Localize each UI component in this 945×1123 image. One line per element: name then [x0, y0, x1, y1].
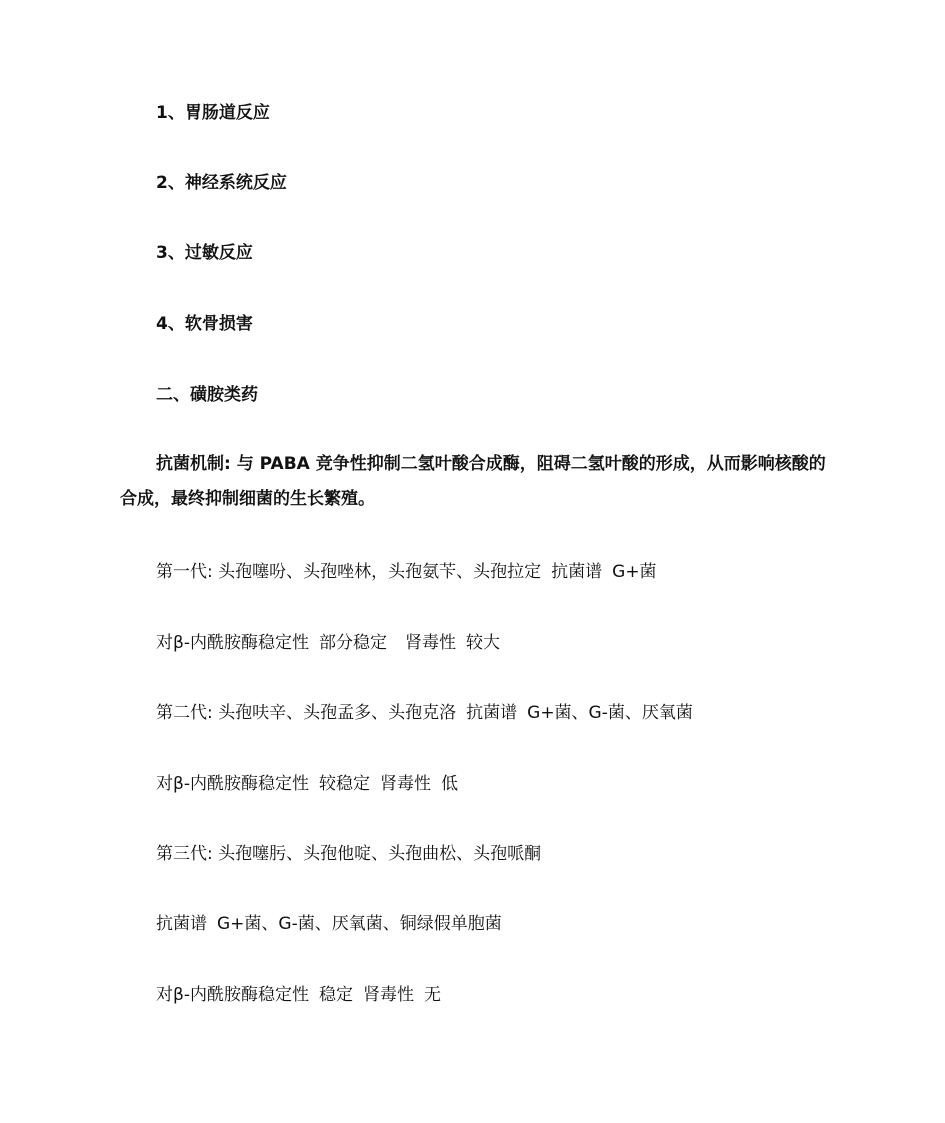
gen1-nephro-label: 肾毒性: [404, 633, 456, 653]
gen3-spectrum: G+菌、G-菌、厌氧菌、铜绿假单胞菌: [217, 914, 502, 934]
gen1-line: [156, 560, 657, 584]
gen2-nephro: 低: [440, 774, 458, 794]
gen3-nephro: 无: [423, 985, 441, 1005]
gen1-spectrum: G+菌: [612, 562, 657, 582]
mechanism-colon: :: [224, 454, 231, 474]
gen2-stability: 较稳定: [318, 774, 370, 794]
gen2-nephro-label: 肾毒性: [379, 774, 431, 794]
item-text: 神经系统反应: [184, 173, 287, 193]
gen3-stability-line: [156, 983, 441, 1007]
gen1-nephro: 较大: [465, 633, 500, 653]
mechanism-paragraph: [120, 447, 832, 517]
gen1-drugs: 第一代: 头孢噻吩、头孢唑林，头孢氨苄、头孢拉定: [156, 562, 542, 582]
item-text: 软骨损害: [184, 314, 253, 334]
gen2-spectrum-label: 抗菌谱: [466, 703, 518, 723]
item-number: 4、: [156, 314, 185, 334]
item-number: 3、: [156, 243, 185, 263]
gen1-stability-line: [156, 631, 500, 655]
gen1-stability-label: 对β-内酰胺酶稳定性: [156, 633, 309, 653]
gen3-drugs: 第三代: 头孢噻肟、头孢他啶、头孢曲松、头孢哌酮: [156, 844, 542, 864]
item-text: 过敏反应: [184, 243, 253, 263]
gen3-spectrum-label: 抗菌谱: [156, 914, 207, 934]
item-number: 2、: [156, 173, 185, 193]
gen3-nephro-label: 肾毒性: [362, 985, 414, 1005]
section-heading: 二、磺胺类药: [156, 385, 258, 405]
list-item: [156, 241, 253, 265]
gen2-stability-line: [156, 772, 458, 796]
gen2-drugs: 第二代: 头孢呋辛、头孢孟多、头孢克洛: [156, 703, 457, 723]
mechanism-label: 抗菌机制: [156, 454, 224, 474]
list-item: [156, 101, 270, 125]
gen1-stability: 部分稳定: [318, 633, 387, 653]
gen2-line: [156, 701, 693, 725]
item-text: 胃肠道反应: [184, 103, 270, 123]
gen3-stability: 稳定: [318, 985, 353, 1005]
item-number: 1、: [156, 103, 185, 123]
gen3-stability-label: 对β-内酰胺酶稳定性: [156, 985, 309, 1005]
list-item: [156, 312, 253, 336]
mechanism-text: 与 PABA 竞争性抑制二氢叶酸合成酶，阻碍二氢叶酸的形成，从而影响核酸的合成，最终抑制细菌的生长繁殖。: [120, 454, 826, 509]
gen2-stability-label: 对β-内酰胺酶稳定性: [156, 774, 309, 794]
gen1-spectrum-label: 抗菌谱: [551, 562, 603, 582]
gen3-spectrum-line: [156, 912, 502, 936]
list-item: [156, 171, 287, 195]
gen2-spectrum: G+菌、G-菌、厌氧菌: [527, 703, 693, 723]
gen3-line: [156, 842, 541, 866]
